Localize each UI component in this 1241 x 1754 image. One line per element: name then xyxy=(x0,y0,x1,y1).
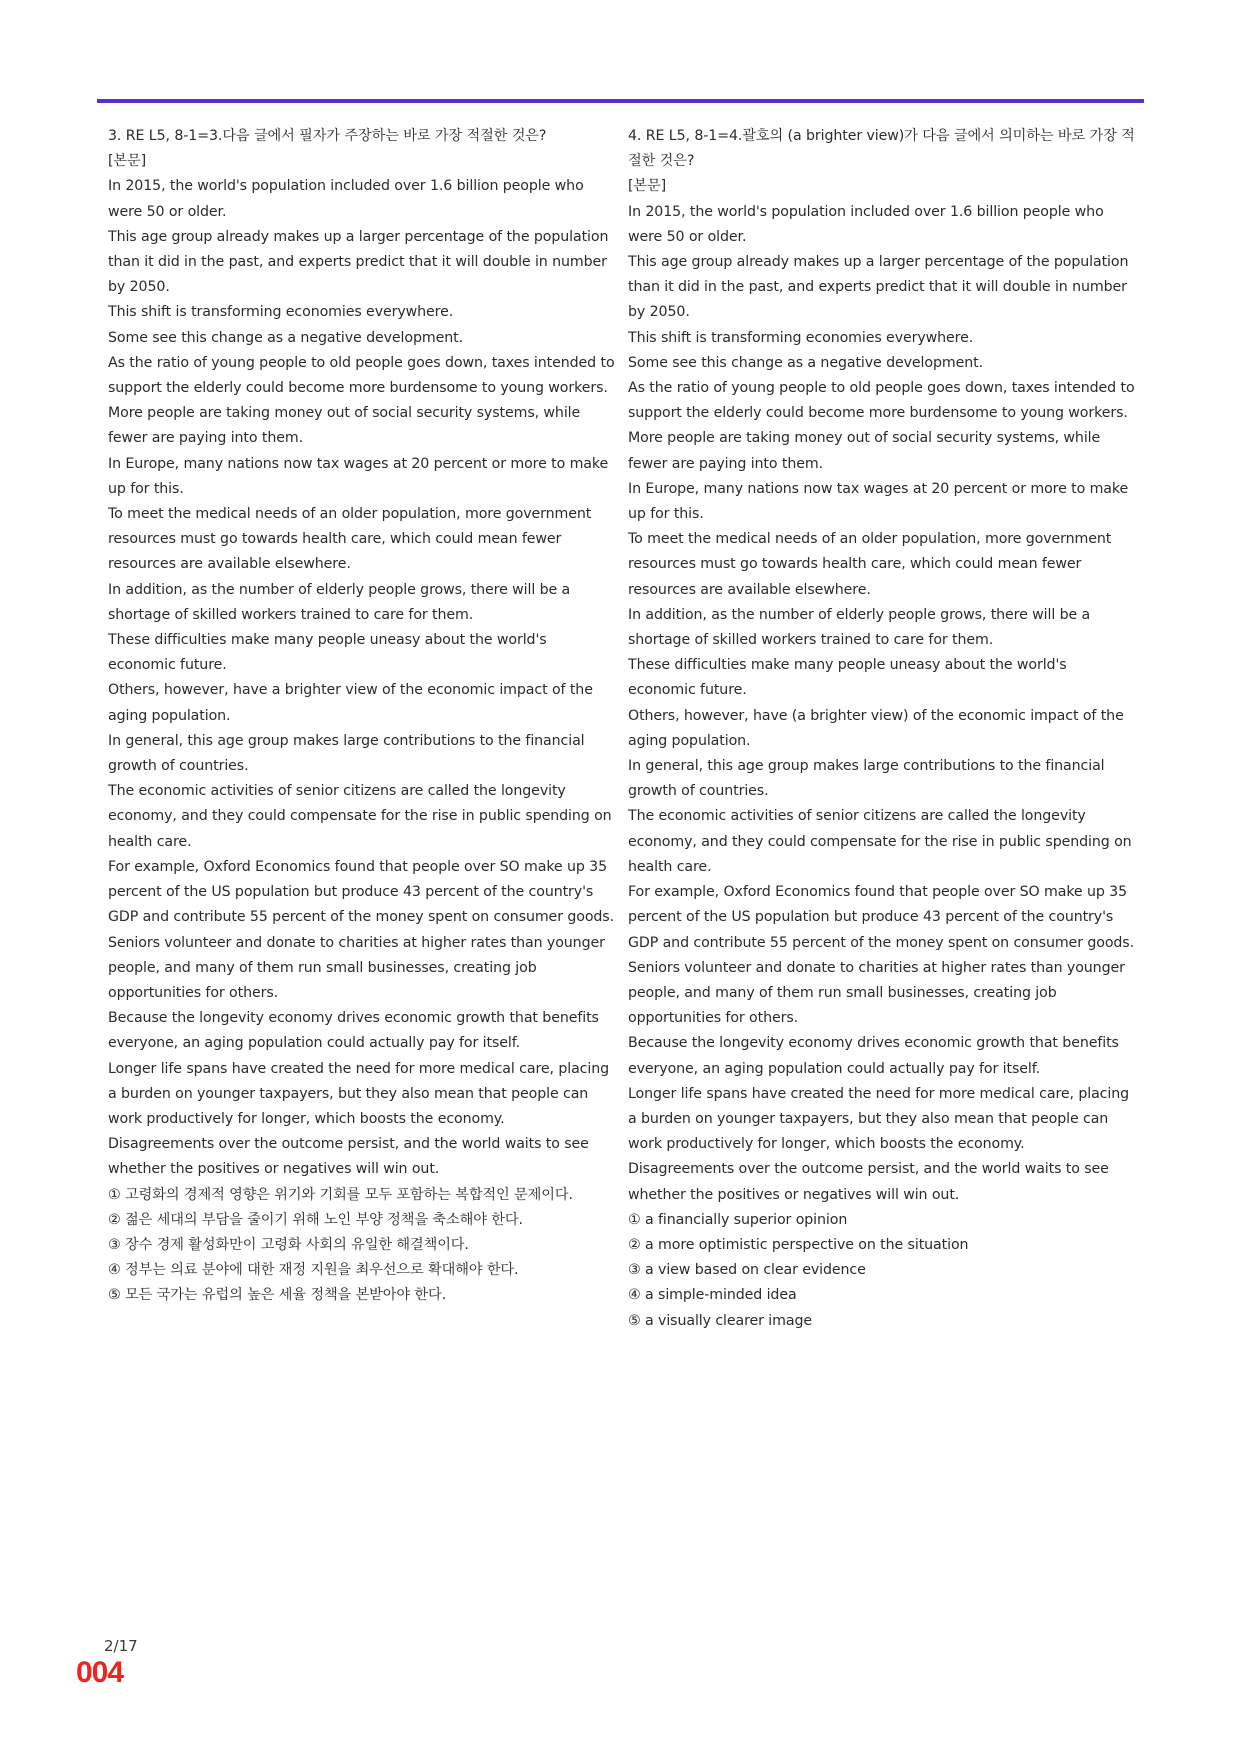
q3-line: Disagreements over the outcome persist, and the world waits to see whether the positives or negatives will win out. xyxy=(108,1136,589,1178)
q4-line: To meet the medical needs of an older population, more government resources must go towards health care, which could mean fewer resources are available elsewhere. xyxy=(628,531,1112,598)
q3-option-4[interactable]: ④ 정부는 의료 분야에 대한 재정 지원을 최우선으로 확대해야 한다. xyxy=(108,1262,519,1279)
q3-option-5[interactable]: ⑤ 모든 국가는 유럽의 높은 세율 정책을 본받아야 한다. xyxy=(108,1287,447,1304)
q4-line: Disagreements over the outcome persist, and the world waits to see whether the positives or negatives will win out. xyxy=(628,1161,1109,1203)
q4-line: In general, this age group makes large contributions to the financial growth of countries. xyxy=(628,758,1105,800)
q4-line: For example, Oxford Economics found that people over SO make up 35 percent of the US population but produce 43 percent of the country's GDP and contribute 55 percent of the money spent on consumer goods. xyxy=(628,884,1135,951)
q4-line: More people are taking money out of social security systems, while fewer are paying into them. xyxy=(628,430,1101,472)
q4-line-title: 4. RE L5, 8-1=4.괄호의 (a brighter view)가 다음 글에서 의미하는 바로 가장 적절한 것은? xyxy=(628,128,1135,170)
q4-option-1[interactable]: ① a financially superior opinion xyxy=(628,1211,848,1228)
q4-line: In Europe, many nations now tax wages at 20 percent or more to make up for this. xyxy=(628,480,1129,523)
q4-line: In addition, as the number of elderly people grows, there will be a shortage of skilled workers trained to care for them. xyxy=(628,606,1091,649)
q3-option-3[interactable]: ③ 장수 경제 활성화만이 고령화 사회의 유일한 해결책이다. xyxy=(108,1236,469,1253)
q3-line: These difficulties make many people uneasy about the world's economic future. xyxy=(108,632,547,674)
q4-line: In 2015, the world's population included over 1.6 billion people who were 50 or older. xyxy=(628,203,1104,245)
q4-option-2[interactable]: ② a more optimistic perspective on the situation xyxy=(628,1236,969,1253)
q4-line: The economic activities of senior citizens are called the longevity economy, and they could compensate for the rise in public spending on health care. xyxy=(628,808,1132,875)
q4-option-4[interactable]: ④ a simple-minded idea xyxy=(628,1287,797,1304)
document-code: 004 xyxy=(76,1656,124,1689)
q4-line: This age group already makes up a larger percentage of the population than it did in the past, and experts predict that it will double in number by 2050. xyxy=(628,254,1129,321)
question-4-column xyxy=(628,124,1136,1334)
q4-line: This shift is transforming economies everywhere. xyxy=(628,329,974,346)
q3-line: The economic activities of senior citizens are called the longevity economy, and they could compensate for the rise in public spending on health care. xyxy=(108,783,612,850)
q3-line: In general, this age group makes large contributions to the financial growth of countries. xyxy=(108,732,585,775)
question-3-column xyxy=(108,124,616,1309)
q3-line: Some see this change as a negative development. xyxy=(108,329,463,346)
q4-line: Because the longevity economy drives economic growth that benefits everyone, an aging population could actually pay for itself. xyxy=(628,1035,1119,1077)
q4-line: Seniors volunteer and donate to charities at higher rates than younger people, and many of them run small businesses, creating job opportunities for others. xyxy=(628,959,1125,1027)
q3-line: This age group already makes up a larger percentage of the population than it did in the past, and experts predict that it will double in number by 2050. xyxy=(108,228,609,296)
q3-line: This shift is transforming economies everywhere. xyxy=(108,304,454,321)
q3-line-passage-tag: [본문] xyxy=(108,153,147,170)
q4-line: Others, however, have (a brighter view) of the economic impact of the aging population. xyxy=(628,707,1124,749)
q3-line: In Europe, many nations now tax wages at 20 percent or more to make up for this. xyxy=(108,455,609,497)
q3-line-title: 3. RE L5, 8-1=3.다음 글에서 필자가 주장하는 바로 가장 적절한 것은? xyxy=(108,128,547,144)
q3-line: Seniors volunteer and donate to charities at higher rates than younger people, and many of them run small businesses, creating job opportunities for others. xyxy=(108,934,605,1001)
q3-line: For example, Oxford Economics found that people over SO make up 35 percent of the US population but produce 43 percent of the country's GDP and contribute 55 percent of the money spent on consumer goods. xyxy=(108,858,615,926)
q3-line: More people are taking money out of social security systems, while fewer are paying into them. xyxy=(108,405,581,447)
q3-line: Longer life spans have created the need for more medical care, placing a burden on younger taxpayers, but they also mean that people can work productively for longer, which boosts the economy. xyxy=(108,1060,609,1127)
q4-line: Longer life spans have created the need for more medical care, placing a burden on younger taxpayers, but they also mean that people can work productively for longer, which boosts the economy. xyxy=(628,1085,1129,1153)
q3-option-1[interactable]: ① 고령화의 경제적 영향은 위기와 기회를 모두 포함하는 복합적인 문제이다. xyxy=(108,1186,573,1203)
header-rule xyxy=(97,99,1144,103)
q4-line: As the ratio of young people to old people goes down, taxes intended to support the elderly could become more burdensome to young workers. xyxy=(628,380,1135,422)
q4-line: These difficulties make many people uneasy about the world's economic future. xyxy=(628,657,1067,699)
q3-line: In addition, as the number of elderly people grows, there will be a shortage of skilled workers trained to care for them. xyxy=(108,581,571,623)
q3-option-2[interactable]: ② 젊은 세대의 부담을 줄이기 위해 노인 부양 정책을 축소해야 한다. xyxy=(108,1211,523,1228)
q4-option-5[interactable]: ⑤ a visually clearer image xyxy=(628,1312,812,1329)
q3-line: In 2015, the world's population included over 1.6 billion people who were 50 or older. xyxy=(108,178,584,220)
page-number: 2/17 xyxy=(104,1637,138,1655)
q4-option-3[interactable]: ③ a view based on clear evidence xyxy=(628,1262,866,1279)
q3-line: Others, however, have a brighter view of the economic impact of the aging population. xyxy=(108,682,593,724)
q4-line-passage-tag: [본문] xyxy=(628,178,667,195)
q3-line: To meet the medical needs of an older population, more government resources must go towards health care, which could mean fewer resources are available elsewhere. xyxy=(108,506,592,573)
q3-line: As the ratio of young people to old people goes down, taxes intended to support the elderly could become more burdensome to young workers. xyxy=(108,354,615,397)
q3-line: Because the longevity economy drives economic growth that benefits everyone, an aging population could actually pay for itself. xyxy=(108,1010,599,1052)
q4-line: Some see this change as a negative development. xyxy=(628,354,983,371)
